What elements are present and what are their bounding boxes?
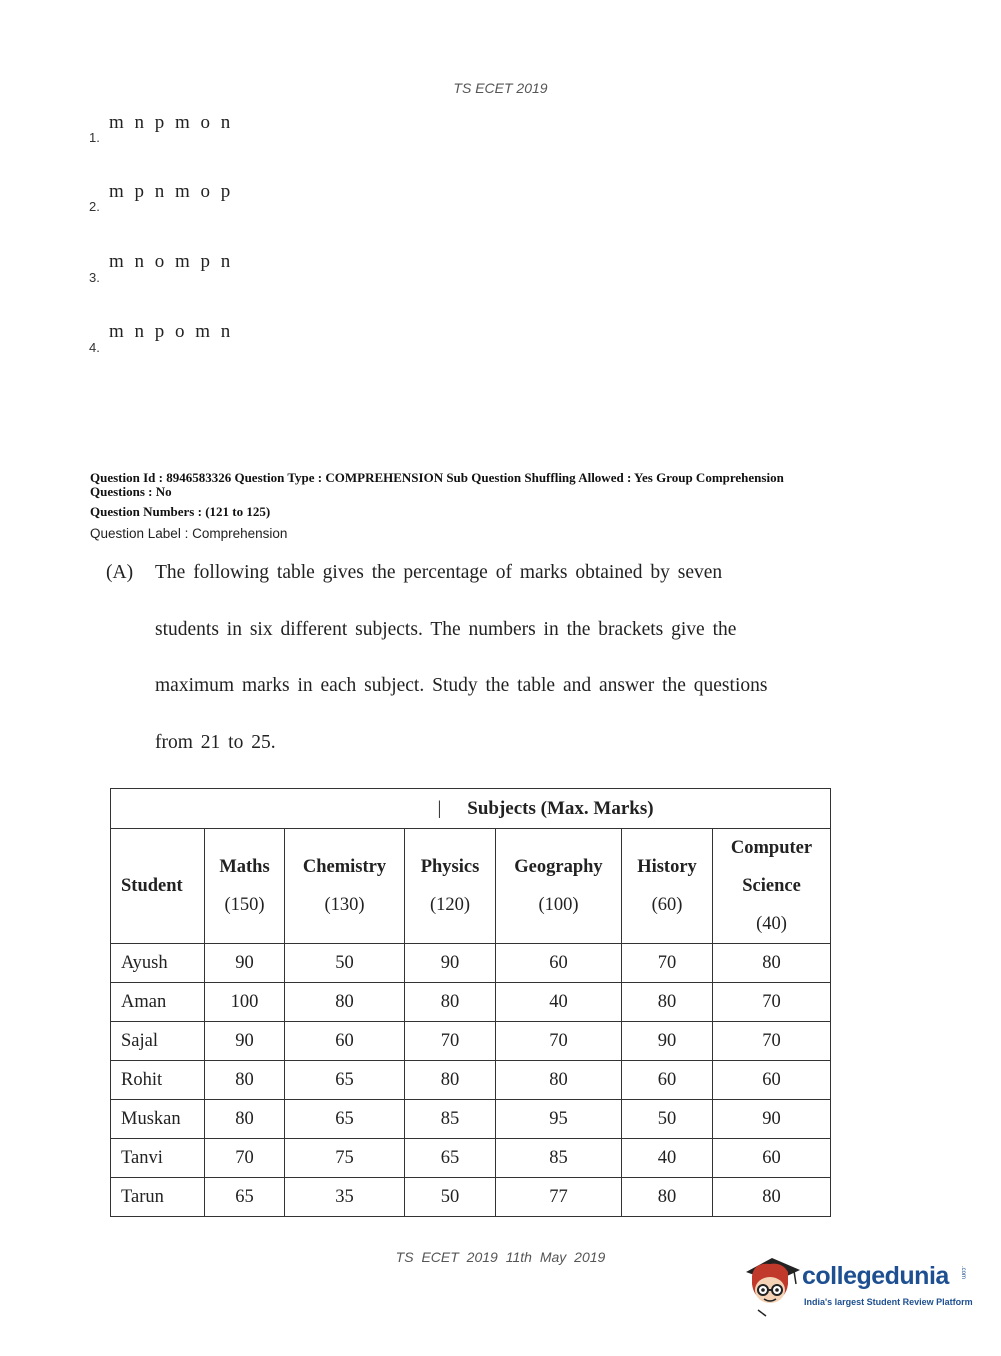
column-header-maths: [205, 829, 285, 944]
score-cell: 85: [496, 1139, 622, 1178]
score-cell: 60: [713, 1139, 831, 1178]
score-cell: 65: [405, 1139, 496, 1178]
column-header-history: [622, 829, 713, 944]
student-column-header: Student: [111, 829, 205, 944]
score-cell: 70: [496, 1022, 622, 1061]
column-max: (120): [429, 895, 471, 915]
student-name-cell: Tanvi: [111, 1139, 205, 1178]
score-cell: 65: [285, 1061, 405, 1100]
logo-suffix: .com: [960, 1266, 966, 1280]
student-name-cell: Aman: [111, 983, 205, 1022]
score-cell: 70: [713, 983, 831, 1022]
score-cell: 50: [622, 1100, 713, 1139]
option-4-number: 4.: [89, 340, 100, 355]
score-cell: 70: [405, 1022, 496, 1061]
subjects-super-header: [111, 789, 831, 829]
table-row: [111, 1178, 831, 1217]
student-name-cell: Ayush: [111, 944, 205, 983]
column-name: History: [637, 857, 697, 877]
option-1-number: 1.: [89, 130, 100, 145]
super-header-text: Subjects (Max. Marks): [467, 797, 654, 819]
column-name-line2: Science: [742, 876, 801, 896]
mascot-icon: [742, 1250, 804, 1320]
column-name: Chemistry: [302, 857, 387, 877]
footer-date: 11th May 2019: [505, 1249, 606, 1265]
option-2-text: m p n m o p: [109, 181, 234, 202]
score-cell: 40: [496, 983, 622, 1022]
student-name-cell: Rohit: [111, 1061, 205, 1100]
super-header-bar: |: [437, 797, 442, 819]
question-numbers: Question Numbers : (121 to 125): [90, 504, 271, 519]
column-max: (100): [538, 895, 579, 915]
score-cell: 60: [285, 1022, 405, 1061]
score-cell: 80: [205, 1100, 285, 1139]
column-max: (40): [756, 914, 787, 934]
score-cell: 80: [205, 1061, 285, 1100]
score-cell: 65: [285, 1100, 405, 1139]
column-header-computer-science: [713, 829, 831, 944]
table-header-row: [111, 829, 831, 944]
score-cell: 70: [205, 1139, 285, 1178]
score-cell: 80: [405, 983, 496, 1022]
question-meta-line1: Question Id : 8946583326 Question Type : COMPREHENSION Sub Question Shuffling Allowed : Yes Group Comprehension: [90, 470, 784, 485]
logo-wordmark: collegedunia: [802, 1262, 949, 1290]
table-row: [111, 1022, 831, 1061]
table-body: [111, 944, 831, 1217]
score-cell: 100: [205, 983, 285, 1022]
option-1-text: m n p m o n: [109, 112, 234, 133]
score-cell: 80: [285, 983, 405, 1022]
score-cell: 65: [205, 1178, 285, 1217]
score-cell: 60: [496, 944, 622, 983]
footer-exam: TS ECET 2019: [395, 1249, 498, 1265]
table-row: [111, 1100, 831, 1139]
column-header-physics: [405, 829, 496, 944]
passage-marker: (A): [106, 562, 134, 583]
score-cell: 60: [713, 1061, 831, 1100]
score-cell: 77: [496, 1178, 622, 1217]
table-row: [111, 1061, 831, 1100]
column-name: Geography: [514, 857, 603, 877]
score-cell: 90: [405, 944, 496, 983]
passage-line-4: from 21 to 25.: [155, 732, 276, 753]
score-cell: 80: [713, 944, 831, 983]
option-3-text: m n o m p n: [109, 251, 234, 272]
score-cell: 80: [713, 1178, 831, 1217]
score-cell: 90: [713, 1100, 831, 1139]
score-cell: 80: [622, 983, 713, 1022]
score-cell: 90: [205, 1022, 285, 1061]
student-name-cell: Muskan: [111, 1100, 205, 1139]
column-header-geography: [496, 829, 622, 944]
column-max: (130): [324, 895, 365, 915]
passage-line-2: students in six different subjects. The numbers in the brackets give the: [155, 619, 737, 640]
score-cell: 50: [405, 1178, 496, 1217]
score-cell: 75: [285, 1139, 405, 1178]
column-header-chemistry: [285, 829, 405, 944]
student-name-cell: Sajal: [111, 1022, 205, 1061]
column-name: Physics: [420, 857, 480, 877]
table-row: [111, 1139, 831, 1178]
score-cell: 95: [496, 1100, 622, 1139]
table-row: [111, 983, 831, 1022]
score-cell: 80: [405, 1061, 496, 1100]
column-name-line1: Computer: [730, 838, 813, 858]
column-max: (150): [224, 895, 265, 915]
score-cell: 90: [622, 1022, 713, 1061]
option-2-number: 2.: [89, 199, 100, 214]
column-max: (60): [651, 895, 683, 915]
score-cell: 85: [405, 1100, 496, 1139]
score-cell: 70: [713, 1022, 831, 1061]
passage-line-1: The following table gives the percentage of marks obtained by seven: [155, 562, 723, 583]
score-cell: 90: [205, 944, 285, 983]
passage-line-3: maximum marks in each subject. Study the table and answer the questions: [155, 675, 768, 696]
table-row: [111, 944, 831, 983]
logo-tagline: India's largest Student Review Platform: [804, 1297, 973, 1307]
question-label: Question Label : Comprehension: [90, 526, 288, 541]
score-cell: 80: [622, 1178, 713, 1217]
question-meta-line2: Questions : No: [90, 484, 172, 499]
student-name-cell: Tarun: [111, 1178, 205, 1217]
marks-table: [110, 788, 831, 1217]
score-cell: 40: [622, 1139, 713, 1178]
collegedunia-logo: [742, 1250, 972, 1320]
column-name: Maths: [219, 857, 270, 877]
table-super-header-row: [111, 789, 831, 829]
option-4-text: m n p o m n: [109, 321, 234, 342]
score-cell: 60: [622, 1061, 713, 1100]
score-cell: 70: [622, 944, 713, 983]
score-cell: 35: [285, 1178, 405, 1217]
score-cell: 50: [285, 944, 405, 983]
page-header: TS ECET 2019: [453, 80, 548, 96]
option-3-number: 3.: [89, 270, 100, 285]
score-cell: 80: [496, 1061, 622, 1100]
